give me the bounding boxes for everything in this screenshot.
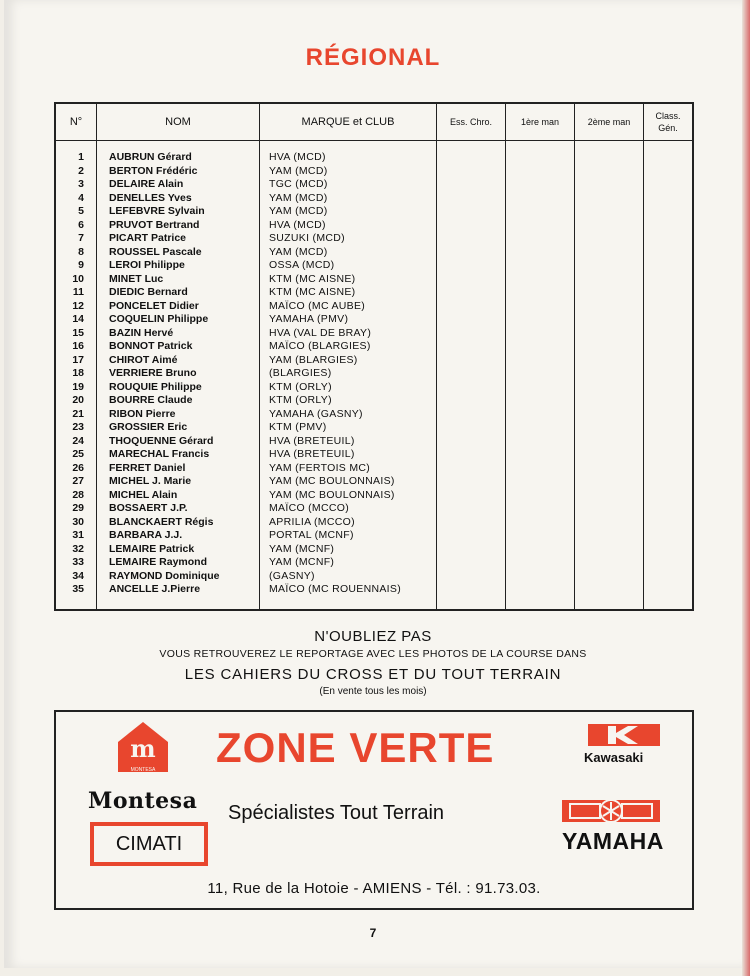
shop-tagline: Spécialistes Tout Terrain [228,802,445,824]
table-row [55,570,693,584]
ess-chro-cell [437,367,506,381]
rider-number: 28 [55,489,97,503]
man1-cell [506,232,575,246]
rider-name: DENELLES Yves [97,192,260,206]
rider-name: AUBRUN Gérard [97,141,260,165]
rider-name: MINET Luc [97,273,260,287]
table-row [55,340,693,354]
man2-cell [575,421,644,435]
class-cell [644,327,694,341]
rider-name: CHIROT Aimé [97,354,260,368]
rider-name: FERRET Daniel [97,462,260,476]
ess-chro-cell [437,300,506,314]
table-row [55,394,693,408]
montesa-emblem-label: MONTESA [130,767,156,773]
class-cell [644,543,694,557]
rider-number: 6 [55,219,97,233]
rider-name: COQUELIN Philippe [97,313,260,327]
rider-name: VERRIERE Bruno [97,367,260,381]
ess-chro-cell [437,232,506,246]
class-cell [644,529,694,543]
man2-cell [575,246,644,260]
man1-cell [506,529,575,543]
rider-club: YAMAHA (GASNY) [260,408,437,422]
class-cell [644,421,694,435]
man2-cell [575,313,644,327]
man2-cell [575,543,644,557]
ess-chro-cell [437,502,506,516]
ess-chro-cell [437,529,506,543]
ess-chro-cell [437,408,506,422]
rider-club: TGC (MCD) [260,178,437,192]
ess-chro-cell [437,286,506,300]
rider-number: 31 [55,529,97,543]
rider-name: BLANCKAERT Régis [97,516,260,530]
shop-name: ZONE VERTE [216,724,495,771]
rider-club: HVA (VAL DE BRAY) [260,327,437,341]
class-cell [644,313,694,327]
class-cell [644,141,694,165]
man1-cell [506,570,575,584]
header-class: Class. Gén. [644,103,694,141]
man2-cell [575,205,644,219]
rider-name: ROUQUIE Philippe [97,381,260,395]
rider-club: KTM (MC AISNE) [260,286,437,300]
man1-cell [506,165,575,179]
kawasaki-emblem-icon [588,724,660,746]
man2-cell [575,367,644,381]
man1-cell [506,475,575,489]
rider-club: YAM (BLARGIES) [260,354,437,368]
man1-cell [506,340,575,354]
table-row [55,232,693,246]
man1-cell [506,583,575,610]
rider-number: 12 [55,300,97,314]
class-cell [644,502,694,516]
rider-club: KTM (MC AISNE) [260,273,437,287]
man1-cell [506,286,575,300]
rider-club: YAM (MCD) [260,246,437,260]
table-row [55,421,693,435]
man2-cell [575,232,644,246]
man1-cell [506,516,575,530]
man2-cell [575,448,644,462]
man1-cell [506,556,575,570]
man2-cell [575,489,644,503]
rider-name: DIEDIC Bernard [97,286,260,300]
rider-club: YAM (MCD) [260,165,437,179]
rider-club: HVA (MCD) [260,141,437,165]
class-cell [644,205,694,219]
class-cell [644,367,694,381]
table-row [55,448,693,462]
kawasaki-logo: Kawasaki [584,750,644,765]
ess-chro-cell [437,583,506,610]
table-row [55,300,693,314]
header-ess: Ess. Chro. [437,103,506,141]
rider-name: PICART Patrice [97,232,260,246]
header-nom: NOM [97,103,260,141]
table-row [55,354,693,368]
rider-number: 5 [55,205,97,219]
page-edge [742,0,750,976]
table-row [55,543,693,557]
header-num: N° [55,103,97,141]
man1-cell [506,354,575,368]
rider-number: 23 [55,421,97,435]
man2-cell [575,165,644,179]
rider-number: 21 [55,408,97,422]
class-cell [644,286,694,300]
rider-club: MAÏCO (MC AUBE) [260,300,437,314]
man2-cell [575,219,644,233]
man2-cell [575,381,644,395]
table-body [55,141,693,610]
ess-chro-cell [437,556,506,570]
rider-club: HVA (BRETEUIL) [260,448,437,462]
class-cell [644,219,694,233]
table-row [55,367,693,381]
rider-name: THOQUENNE Gérard [97,435,260,449]
table-row [55,219,693,233]
class-cell [644,273,694,287]
class-cell [644,462,694,476]
man2-cell [575,259,644,273]
rider-club: APRILIA (MCCO) [260,516,437,530]
rider-club: YAM (FERTOIS MC) [260,462,437,476]
class-cell [644,448,694,462]
man2-cell [575,570,644,584]
ess-chro-cell [437,141,506,165]
montesa-emblem-icon [114,720,172,776]
table-row [55,327,693,341]
rider-name: BOURRE Claude [97,394,260,408]
table-row [55,246,693,260]
rider-club: HVA (MCD) [260,219,437,233]
rider-name: LEFEBVRE Sylvain [97,205,260,219]
ess-chro-cell [437,219,506,233]
rider-name: PONCELET Didier [97,300,260,314]
table-row [55,381,693,395]
man1-cell [506,543,575,557]
table-header-row [55,103,693,141]
rider-club: HVA (BRETEUIL) [260,435,437,449]
rider-number: 8 [55,246,97,260]
rider-name: LEMAIRE Patrick [97,543,260,557]
man1-cell [506,367,575,381]
class-cell [644,340,694,354]
rider-number: 15 [55,327,97,341]
man2-cell [575,462,644,476]
man1-cell [506,489,575,503]
rider-club: KTM (PMV) [260,421,437,435]
ess-chro-cell [437,192,506,206]
ess-chro-cell [437,570,506,584]
table-row [55,556,693,570]
man1-cell [506,502,575,516]
rider-club: MAÏCO (MC ROUENNAIS) [260,583,437,610]
table-row [55,502,693,516]
rider-club: YAM (MC BOULONNAIS) [260,489,437,503]
man2-cell [575,300,644,314]
class-cell [644,300,694,314]
rider-club: KTM (ORLY) [260,381,437,395]
class-cell [644,516,694,530]
man2-cell [575,529,644,543]
class-cell [644,435,694,449]
page-title: RÉGIONAL [305,44,441,71]
reminder-text: VOUS RETROUVEREZ LE REPORTAGE AVEC LES PHOTOS DE LA COURSE DANS [159,648,587,660]
table-row [55,178,693,192]
rider-number: 17 [55,354,97,368]
ess-chro-cell [437,435,506,449]
class-cell [644,165,694,179]
rider-number: 9 [55,259,97,273]
header-man1: 1ère man [506,103,575,141]
man1-cell [506,327,575,341]
man2-cell [575,435,644,449]
yamaha-emblem-icon [562,796,660,826]
rider-name: LEROI Philippe [97,259,260,273]
man2-cell [575,354,644,368]
rider-number: 25 [55,448,97,462]
class-cell [644,354,694,368]
cimati-logo: CIMATI [90,822,208,866]
rider-name: BOSSAERT J.P. [97,502,260,516]
class-cell [644,394,694,408]
class-cell [644,178,694,192]
rider-club: (BLARGIES) [260,367,437,381]
class-cell [644,475,694,489]
rider-club: MAÏCO (BLARGIES) [260,340,437,354]
rider-club: KTM (ORLY) [260,394,437,408]
class-cell [644,489,694,503]
class-cell [644,556,694,570]
rider-number: 4 [55,192,97,206]
rider-name: ROUSSEL Pascale [97,246,260,260]
rider-name: BONNOT Patrick [97,340,260,354]
class-cell [644,259,694,273]
class-cell [644,232,694,246]
man1-cell [506,219,575,233]
rider-number: 30 [55,516,97,530]
rider-name: ANCELLE J.Pierre [97,583,260,610]
table-row [55,435,693,449]
rider-number: 14 [55,313,97,327]
rider-number: 3 [55,178,97,192]
class-cell [644,408,694,422]
ess-chro-cell [437,475,506,489]
man2-cell [575,475,644,489]
man1-cell [506,259,575,273]
man1-cell [506,394,575,408]
class-cell [644,192,694,206]
man1-cell [506,462,575,476]
rider-name: MICHEL J. Marie [97,475,260,489]
table-row [55,529,693,543]
rider-number: 18 [55,367,97,381]
man1-cell [506,408,575,422]
man2-cell [575,556,644,570]
man2-cell [575,340,644,354]
rider-number: 35 [55,583,97,610]
rider-club: YAM (MC BOULONNAIS) [260,475,437,489]
ess-chro-cell [437,178,506,192]
rider-club: SUZUKI (MCD) [260,232,437,246]
yamaha-logo: YAMAHA [562,828,664,854]
rider-club: YAMAHA (PMV) [260,313,437,327]
rider-number: 11 [55,286,97,300]
man1-cell [506,300,575,314]
rider-number: 34 [55,570,97,584]
ess-chro-cell [437,246,506,260]
table-row [55,141,693,165]
rider-name: RIBON Pierre [97,408,260,422]
rider-number: 33 [55,556,97,570]
table-row [55,475,693,489]
montesa-logo: Montesa [88,788,198,814]
header-marque: MARQUE et CLUB [260,103,437,141]
rider-number: 1 [55,141,97,165]
man2-cell [575,286,644,300]
class-cell [644,381,694,395]
man1-cell [506,313,575,327]
ess-chro-cell [437,354,506,368]
rider-club: MAÏCO (MCCO) [260,502,437,516]
rider-number: 29 [55,502,97,516]
class-cell [644,583,694,610]
man1-cell [506,141,575,165]
man2-cell [575,502,644,516]
man1-cell [506,435,575,449]
man1-cell [506,192,575,206]
ess-chro-cell [437,340,506,354]
man1-cell [506,205,575,219]
magazine-note: (En vente tous les mois) [319,686,427,697]
man2-cell [575,408,644,422]
header-man2: 2ème man [575,103,644,141]
ess-chro-cell [437,313,506,327]
svg-text:m: m [130,734,156,763]
rider-number: 27 [55,475,97,489]
rider-number: 7 [55,232,97,246]
page [4,0,742,968]
man2-cell [575,394,644,408]
man2-cell [575,273,644,287]
shop-address: 11, Rue de la Hotoie - AMIENS - Tél. : 91.73.03. [207,880,541,897]
table-row [55,408,693,422]
class-cell [644,246,694,260]
ess-chro-cell [437,205,506,219]
results-table [54,102,694,611]
rider-name: BARBARA J.J. [97,529,260,543]
man1-cell [506,381,575,395]
rider-name: LEMAIRE Raymond [97,556,260,570]
rider-name: MICHEL Alain [97,489,260,503]
man2-cell [575,178,644,192]
ess-chro-cell [437,448,506,462]
ess-chro-cell [437,462,506,476]
rider-name: PRUVOT Bertrand [97,219,260,233]
rider-name: RAYMOND Dominique [97,570,260,584]
ess-chro-cell [437,259,506,273]
rider-club: PORTAL (MCNF) [260,529,437,543]
rider-name: BERTON Frédéric [97,165,260,179]
rider-number: 24 [55,435,97,449]
man2-cell [575,516,644,530]
table-row [55,165,693,179]
ess-chro-cell [437,165,506,179]
magazine-title: LES CAHIERS DU CROSS ET DU TOUT TERRAIN [184,666,562,683]
rider-name: BAZIN Hervé [97,327,260,341]
table-row [55,205,693,219]
rider-club: YAM (MCD) [260,205,437,219]
man2-cell [575,192,644,206]
table-row [55,516,693,530]
table-row [55,583,693,610]
table-row [55,489,693,503]
ess-chro-cell [437,394,506,408]
ess-chro-cell [437,516,506,530]
table-row [55,273,693,287]
man2-cell [575,327,644,341]
rider-number: 10 [55,273,97,287]
ess-chro-cell [437,327,506,341]
rider-number: 16 [55,340,97,354]
rider-club: YAM (MCD) [260,192,437,206]
man2-cell [575,141,644,165]
man1-cell [506,246,575,260]
ess-chro-cell [437,421,506,435]
ess-chro-cell [437,273,506,287]
table-row [55,286,693,300]
rider-number: 26 [55,462,97,476]
rider-name: MARECHAL Francis [97,448,260,462]
rider-number: 2 [55,165,97,179]
page-number: 7 [369,926,377,940]
ess-chro-cell [437,543,506,557]
advertisement [54,710,694,910]
table-row [55,462,693,476]
reminder-heading: N'OUBLIEZ PAS [314,628,432,645]
rider-club: (GASNY) [260,570,437,584]
rider-name: GROSSIER Eric [97,421,260,435]
rider-number: 20 [55,394,97,408]
man2-cell [575,583,644,610]
ess-chro-cell [437,489,506,503]
rider-club: YAM (MCNF) [260,543,437,557]
man1-cell [506,448,575,462]
rider-number: 32 [55,543,97,557]
table-row [55,313,693,327]
rider-club: YAM (MCNF) [260,556,437,570]
man1-cell [506,178,575,192]
class-cell [644,570,694,584]
rider-club: OSSA (MCD) [260,259,437,273]
table-row [55,192,693,206]
man1-cell [506,273,575,287]
table-row [55,259,693,273]
rider-name: DELAIRE Alain [97,178,260,192]
rider-number: 19 [55,381,97,395]
ess-chro-cell [437,381,506,395]
man1-cell [506,421,575,435]
